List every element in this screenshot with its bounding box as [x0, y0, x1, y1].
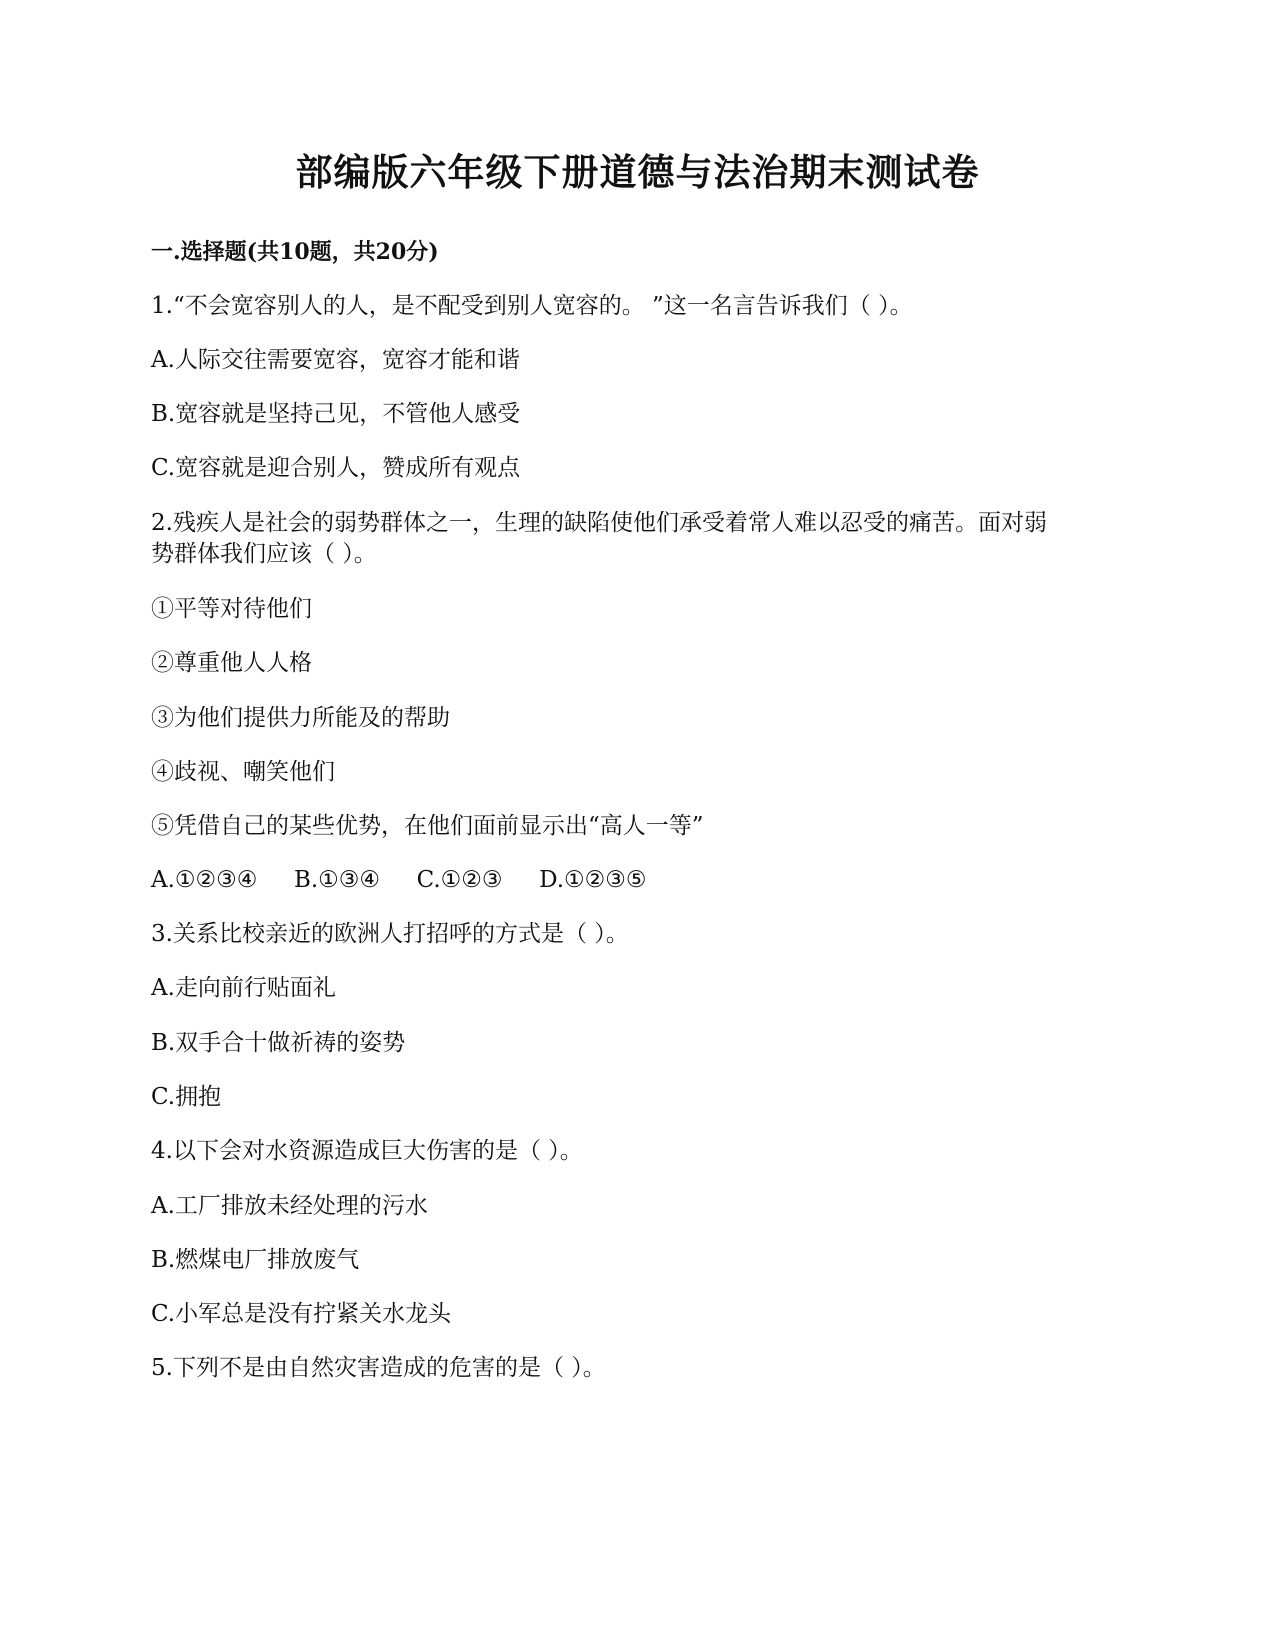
question-1: 1.“不会宽容别人的人，是不配受到别人宽容的。 ”这一名言告诉我们（ ）。: [151, 293, 913, 319]
question-3-option-c: C.拥抱: [151, 1084, 222, 1110]
question-4: 4.以下会对水资源造成巨大伤害的是（ ）。: [151, 1138, 583, 1164]
question-2-line-1: 2.残疾人是社会的弱势群体之一，生理的缺陷使他们承受着常人难以忍受的痛苦。面对弱: [151, 510, 1047, 536]
question-2-item-1: ①平等对待他们: [151, 596, 312, 622]
question-3: 3.关系比校亲近的欧洲人打招呼的方式是（ ）。: [151, 921, 629, 947]
question-2-item-5: ⑤凭借自己的某些优势，在他们面前显示出“高人一等”: [151, 813, 704, 839]
question-4-option-c: C.小军总是没有拧紧关水龙头: [151, 1301, 452, 1327]
question-1-option-a: A.人际交往需要宽容，宽容才能和谐: [151, 347, 520, 373]
question-1-option-b: B.宽容就是坚持己见，不管他人感受: [151, 401, 521, 427]
question-3-option-a: A.走向前行贴面礼: [151, 975, 336, 1001]
question-2-item-3: ③为他们提供力所能及的帮助: [151, 705, 450, 731]
question-3-option-b: B.双手合十做祈祷的姿势: [151, 1030, 406, 1056]
question-2-options: A.①②③④ B.①③④ C.①②③ D.①②③⑤: [151, 867, 647, 893]
question-4-option-b: B.燃煤电厂排放废气: [151, 1247, 360, 1273]
question-1-option-c: C.宽容就是迎合别人，赞成所有观点: [151, 455, 521, 481]
question-2-item-2: ②尊重他人人格: [151, 650, 312, 676]
section-heading: 一.选择题(共10题，共20分): [151, 239, 439, 265]
question-2-item-4: ④歧视、嘲笑他们: [151, 759, 335, 785]
question-5: 5.下列不是由自然灾害造成的危害的是（ ）。: [151, 1355, 606, 1381]
question-2-line-2: 势群体我们应该（ ）。: [151, 541, 377, 567]
question-4-option-a: A.工厂排放未经处理的污水: [151, 1193, 428, 1219]
page-title: 部编版六年级下册道德与法治期末测试卷: [295, 150, 980, 194]
